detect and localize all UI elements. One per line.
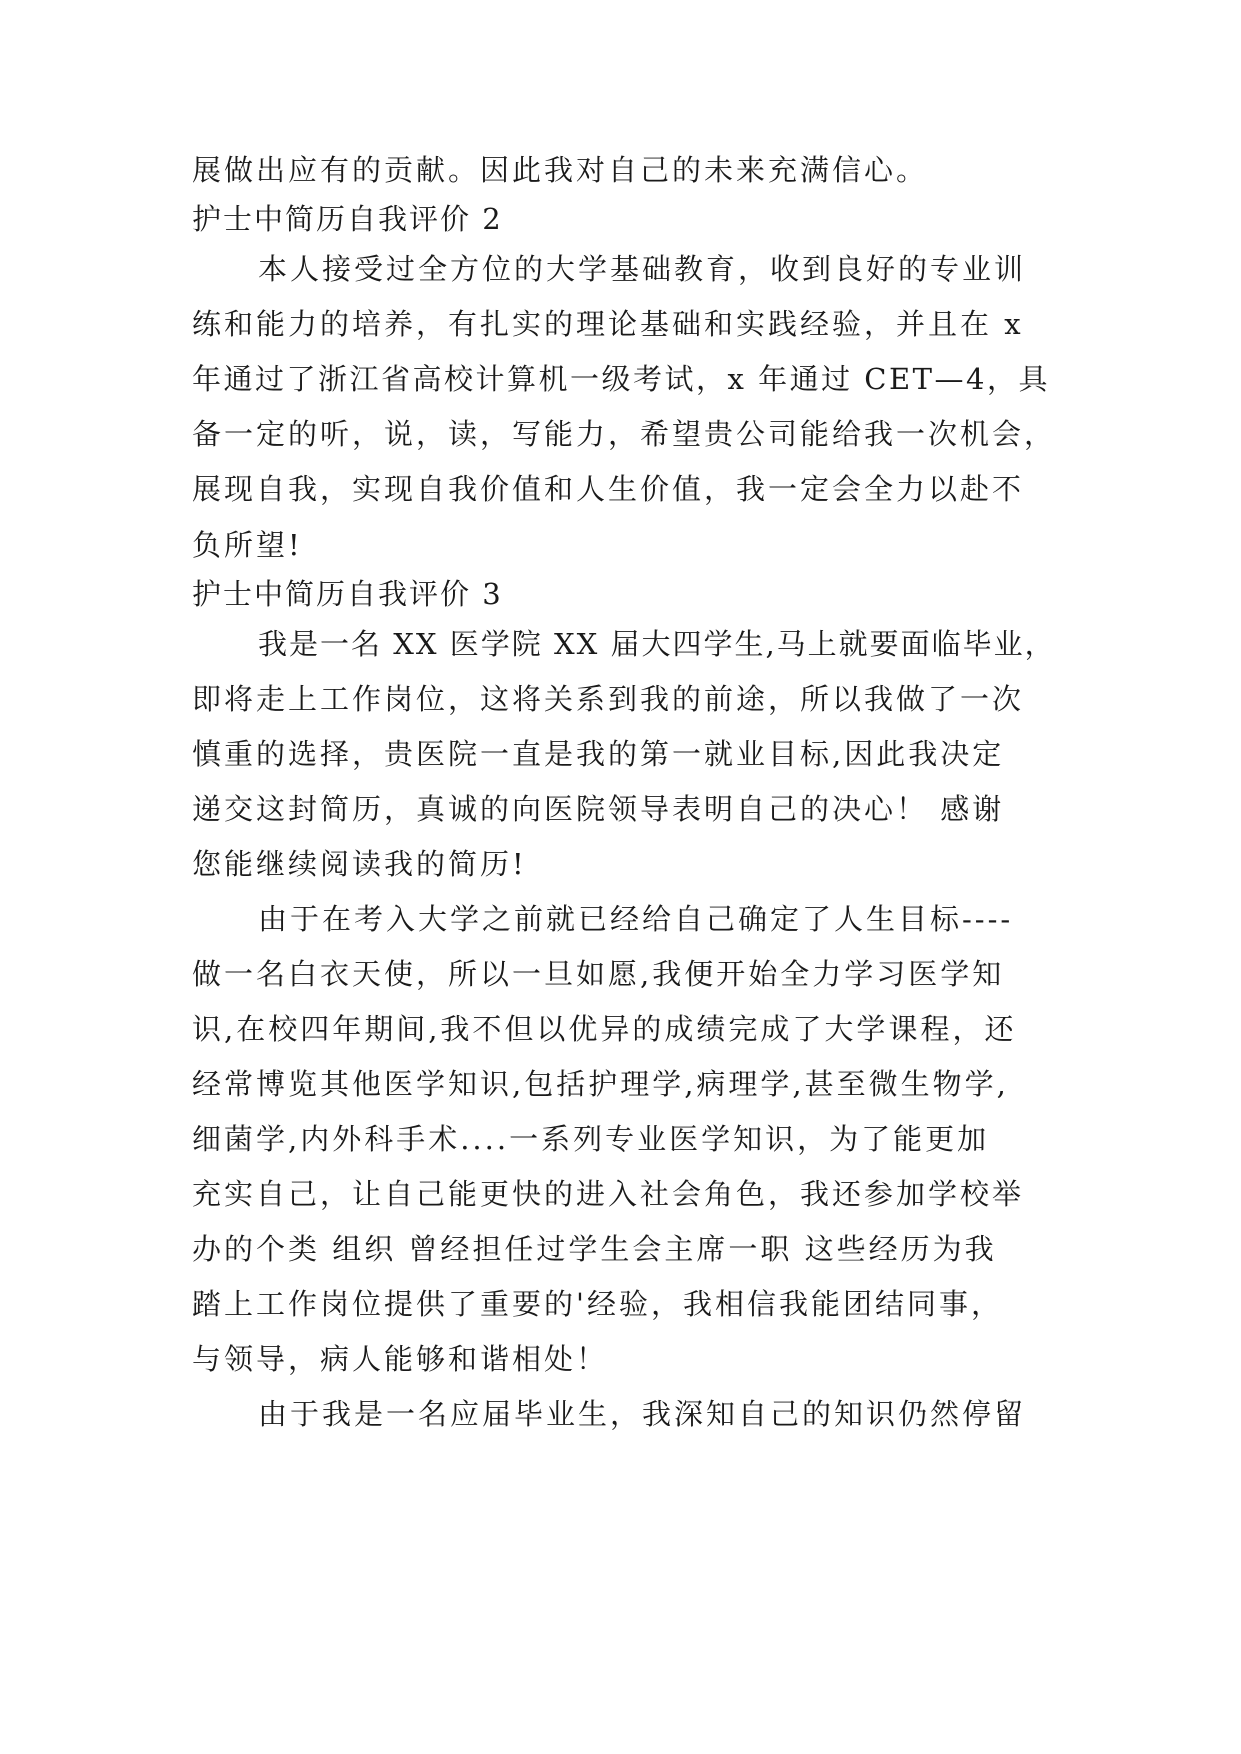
body-text-line: 做一名白衣天使，所以一旦如愿,我便开始全力学习医学知 — [192, 957, 1005, 991]
body-text-line: 备一定的听，说，读，写能力，希望贵公司能给我一次机会， — [192, 417, 1057, 451]
body-text-line: 展做出应有的贡献。因此我对自己的未来充满信心。 — [192, 153, 929, 187]
body-text-line: 即将走上工作岗位，这将关系到我的前途，所以我做了一次 — [192, 682, 1025, 716]
body-text-line: 办的个类 组织 曾经担任过学生会主席一职 这些经历为我 — [192, 1232, 997, 1266]
section-heading: 护士中简历自我评价 3 — [192, 577, 503, 611]
body-text-line: 由于我是一名应届毕业生，我深知自己的知识仍然停留 — [258, 1397, 1027, 1431]
body-text-line: 递交这封简历，真诚的向医院领导表明自己的决心！ 感谢 — [192, 792, 1005, 826]
body-text-line: 慎重的选择，贵医院一直是我的第一就业目标,因此我决定 — [192, 737, 1005, 771]
body-text-line: 练和能力的培养，有扎实的理论基础和实践经验，并且在 x — [192, 307, 1024, 341]
body-text-line: 负所望! — [192, 528, 303, 562]
body-text-line: 年通过了浙江省高校计算机一级考试，x 年通过 CET—4，具 — [192, 362, 1050, 396]
body-text-line: 与领导，病人能够和谐相处！ — [192, 1342, 609, 1376]
body-text-line: 本人接受过全方位的大学基础教育，收到良好的专业训 — [258, 252, 1027, 286]
body-text-line: 识,在校四年期间,我不但以优异的成绩完成了大学课程，还 — [192, 1012, 1017, 1046]
body-text-line: 踏上工作岗位提供了重要的'经验，我相信我能团结同事， — [192, 1287, 1003, 1321]
body-text-line: 经常博览其他医学知识,包括护理学,病理学,甚至微生物学, — [192, 1067, 1009, 1101]
body-text-line: 您能继续阅读我的简历! — [192, 847, 527, 881]
body-text-line: 展现自我，实现自我价值和人生价值，我一定会全力以赴不 — [192, 472, 1025, 506]
body-text-line: 由于在考入大学之前就已经给自己确定了人生目标---- — [258, 902, 1014, 936]
body-text-line: 我是一名 XX 医学院 XX 届大四学生,马上就要面临毕业， — [258, 627, 1056, 661]
section-heading: 护士中简历自我评价 2 — [192, 202, 503, 236]
body-text-line: 充实自己，让自己能更快的进入社会角色，我还参加学校举 — [192, 1177, 1025, 1211]
body-text-line: 细菌学,内外科手术....一系列专业医学知识，为了能更加 — [192, 1122, 990, 1156]
